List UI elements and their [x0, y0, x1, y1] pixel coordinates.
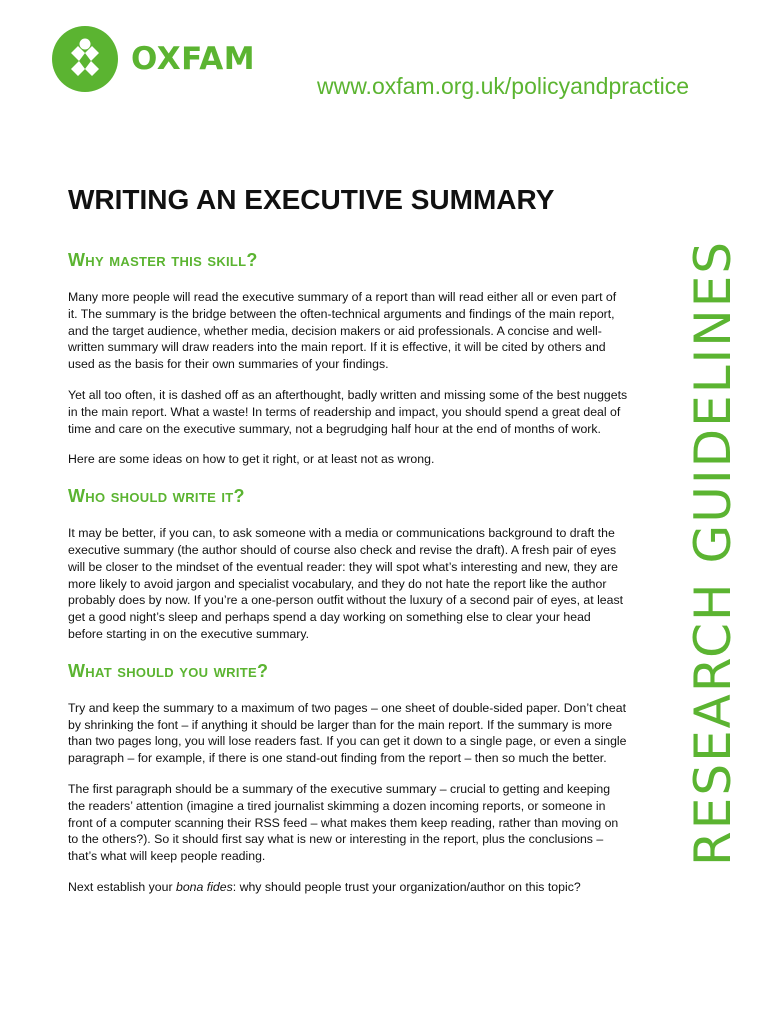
paragraph: It may be better, if you can, to ask someone with a media or communications background to draft the executive summary (the author should of course also check and revise the draft). A fresh pair of eyes will be closer to the mindset of the eventual reader: they will spot what’s interesting and new, they are more likely to avoid jargon and specialist vocabulary, and they do not hate the report like the author probably does by now. If you’re a one-person outfit without the luxury of a second pair of eyes, at least get a good night’s sleep and perhaps spend a day working on something else to clear your head before starting in on the executive summary. — [68, 526, 624, 641]
section-heading-who: Who should write it? — [68, 486, 245, 507]
side-title: RESEARCH GUIDELINES — [684, 239, 742, 866]
paragraph: Try and keep the summary to a maximum of two pages – one sheet of double-sided paper. Don’t cheat by shrinking the font – if anything it should be larger than for the main report. If the summary is more than two pages long, you will lose readers fast. If you can get it down to a single page, or even a single paragraph – for example, if there is one stand-out finding from the report – then so much the better. — [68, 700, 627, 766]
paragraph: Here are some ideas on how to get it right, or at least not as wrong. — [68, 452, 435, 467]
paragraph: Yet all too often, it is dashed off as an afterthought, badly written and missing some of the best nuggets in the main report. What a waste! In terms of readership and impact, you should spend a great deal of time and care on the executive summary, not a begrudging half hour at the end of months of work. — [68, 387, 628, 436]
header-url[interactable]: www.oxfam.org.uk/policyandpractice — [317, 73, 689, 99]
italic-text: bona fides — [176, 879, 233, 894]
section-heading-why: Why master this skill? — [68, 250, 258, 270]
paragraph: Many more people will read the executive summary of a report than will read either all or even part of it. The summary is the bridge between the often-technical arguments and findings of the main report, and the target audience, whether media, decision makers or aid professionals. A concise and well-written summary will draw readers into the main report. If it is effective, it will be cited by others and used as the basis for their own summaries of your findings. — [68, 290, 617, 372]
oxfam-logo — [52, 26, 255, 92]
page-title: WRITING AN EXECUTIVE SUMMARY — [68, 184, 555, 215]
text-run: : why should people trust your organization/author on this topic? — [232, 879, 581, 894]
text-run: Next establish your — [68, 879, 176, 894]
oxfam-wordmark: OXFAM — [131, 41, 256, 77]
oxfam-person-logo-icon — [52, 26, 118, 92]
section-heading-what: What should you write? — [68, 660, 269, 681]
document-body — [68, 250, 628, 896]
paragraph-bona-fides — [68, 879, 628, 896]
paragraph: The first paragraph should be a summary of the executive summary – crucial to getting and keeping the readers’ attention (imagine a tired journalist skimming a dozen incoming reports, or someone in front of a computer scanning their RSS feed – what makes them keep reading, rather than moving on to the others?). So it should first say what is new or interesting in the report, plus the conclusions – that’s what will keep people reading. — [68, 781, 619, 864]
